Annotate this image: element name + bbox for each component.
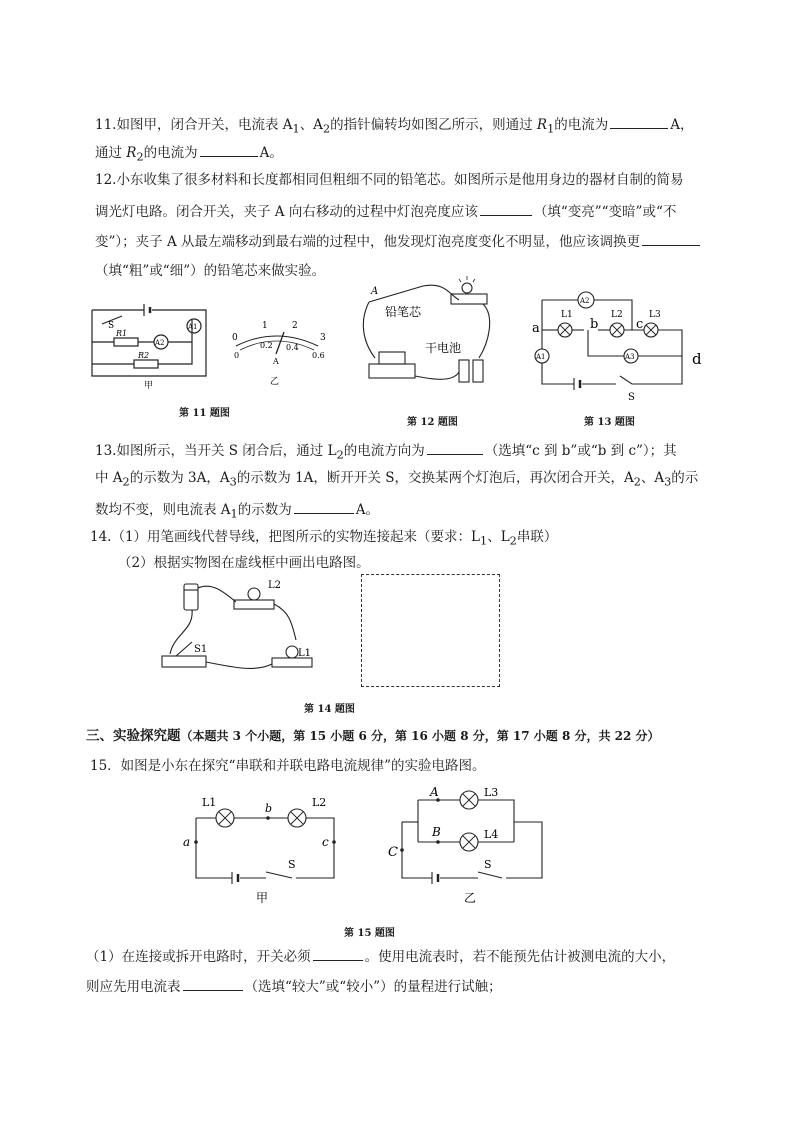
fig11b-tick-top: 2 bbox=[292, 321, 298, 331]
q13-text: 的示 bbox=[671, 470, 699, 486]
answer-blank-q12a[interactable] bbox=[480, 201, 532, 216]
fig11b-tick-bottom: 0.4 bbox=[286, 343, 299, 352]
q11-r1: R bbox=[536, 117, 548, 133]
q13-sub: 2 bbox=[336, 448, 344, 462]
fig11b-tick-top: 3 bbox=[320, 333, 326, 343]
fig15-label-jia: 甲 bbox=[256, 891, 269, 905]
fig15-point-B: B bbox=[432, 825, 441, 839]
fig11-label-jia: 甲 bbox=[144, 381, 154, 390]
fig13-switch-label: S bbox=[628, 392, 635, 403]
q15-text: 则应先用电流表 bbox=[86, 979, 181, 995]
q13-sub: 3 bbox=[664, 475, 672, 489]
q11-text: 通过 bbox=[95, 145, 127, 161]
q11-text: 、A bbox=[299, 117, 323, 133]
q13-sub: 1 bbox=[230, 507, 238, 521]
q13-unit: A。 bbox=[355, 502, 379, 518]
q14-sub: 1 bbox=[480, 534, 488, 548]
fig15-jia-switch-label: S bbox=[288, 858, 296, 871]
q13-text: 的示数为 bbox=[237, 502, 292, 518]
fig15-yi-switch-label: S bbox=[484, 858, 492, 871]
fig15-l3-label: L3 bbox=[484, 786, 499, 799]
q12-line1 bbox=[95, 171, 683, 189]
fig15-point-a: a bbox=[183, 835, 191, 849]
q14-text: 14.（1）用笔画线代替导线，把图所示的实物连接起来（要求：L bbox=[90, 529, 481, 545]
fig13-ammeter-a2-label: A2 bbox=[580, 297, 590, 305]
q12-text: （填“变亮”“变暗”或“不 bbox=[533, 204, 677, 220]
q13-sub: 3 bbox=[229, 475, 237, 489]
q11-unit: A。 bbox=[259, 145, 283, 161]
q15-line1 bbox=[90, 757, 485, 775]
q13-line3 bbox=[95, 499, 379, 524]
fig11-ammeter-a1-label: A1 bbox=[188, 323, 198, 331]
fig12-pictorial-circuit bbox=[355, 272, 505, 392]
q13-text: 13.如图所示，当开关 S 闭合后，通过 L bbox=[95, 443, 337, 459]
q12-text: 调光灯电路。闭合开关，夹子 A 向右移动的过程中灯泡亮度应该 bbox=[95, 204, 478, 220]
q13-sub: 2 bbox=[122, 475, 130, 489]
q12-line4 bbox=[95, 262, 325, 280]
fig14-s1-label: S1 bbox=[194, 644, 208, 655]
fig12-battery-label: 干电池 bbox=[425, 341, 462, 355]
fig13-ammeter-a3-label: A3 bbox=[625, 353, 635, 361]
q14-sub: 2 bbox=[509, 534, 517, 548]
fig14-l1-label: L1 bbox=[298, 648, 312, 659]
section3-header bbox=[86, 727, 660, 745]
fig11-circuit-diagram bbox=[84, 298, 214, 390]
fig15-l4-label: L4 bbox=[484, 828, 499, 841]
fig15-yi-parallel-circuit bbox=[388, 784, 548, 906]
q11-sub: 1 bbox=[547, 122, 555, 136]
q13-text: （选填“c 到 b”或“b 到 c”）；其 bbox=[484, 443, 677, 459]
fig11-r1-label: R1 bbox=[116, 329, 128, 338]
q13-text: 中 A bbox=[95, 470, 123, 486]
section3-note: （本题共 3 个小题，第 15 小题 6 分，第 16 小题 8 分，第 17 小题 8 分，共 22 分） bbox=[180, 729, 660, 743]
fig13-ammeter-a1-label: A1 bbox=[536, 353, 546, 361]
q12-text: 12.小东收集了很多材料和长度都相同但粗细不同的铅笔芯。如图所示是他用身边的器材自制的简易 bbox=[95, 172, 684, 188]
q12-text: 变”）；夹子 A 从最左端移动到最右端的过程中，他发现灯泡亮度变化不明显，他应该调换更 bbox=[95, 234, 640, 250]
answer-blank-q15b[interactable] bbox=[183, 976, 243, 991]
q14-line1 bbox=[90, 528, 557, 551]
q15-text: （1）在连接或拆开电路时，开关必须 bbox=[86, 949, 311, 965]
section3-title: 三、实验探究题 bbox=[86, 728, 181, 744]
fig15-caption: 第 15 题图 bbox=[344, 928, 395, 939]
fig12-caption: 第 12 题图 bbox=[407, 417, 458, 428]
fig11b-tick-bottom: 0.6 bbox=[312, 351, 325, 360]
circuit-drawing-box[interactable] bbox=[361, 574, 500, 687]
fig14-caption: 第 14 题图 bbox=[304, 704, 355, 715]
fig11b-tick-top: 0 bbox=[232, 333, 238, 343]
q11-text: 11.如图甲，闭合开关，电流表 A bbox=[95, 117, 293, 133]
q15-text: 。使用电流表时，若不能预先估计被测电流的大小， bbox=[364, 949, 676, 965]
q13-text: 、A bbox=[640, 470, 665, 486]
fig11-ammeter-a2-label: A2 bbox=[155, 339, 165, 347]
q13-text: 数均不变，则电流表 A bbox=[95, 502, 231, 518]
fig13-point-d: d bbox=[692, 350, 702, 368]
q11-text: 的电流为 bbox=[554, 117, 609, 133]
q12-line2 bbox=[95, 201, 676, 221]
q15-sub1 bbox=[86, 946, 675, 966]
q11-text: 的指针偏转均如图乙所示，则通过 bbox=[330, 117, 537, 133]
q13-line1 bbox=[95, 440, 677, 465]
answer-blank-q13a[interactable] bbox=[427, 440, 483, 455]
fig12-pencil-label: 铅笔芯 bbox=[385, 305, 422, 319]
fig11-meter-dial bbox=[226, 312, 332, 392]
fig11b-unit: A bbox=[273, 357, 279, 366]
fig15-point-A: A bbox=[430, 785, 439, 799]
q11-sub: 2 bbox=[136, 150, 144, 164]
fig15-jia-series-circuit bbox=[180, 792, 340, 906]
q12-line3 bbox=[95, 231, 702, 251]
q15-text: （选填“较大”或“较小”）的量程进行试触； bbox=[244, 979, 502, 995]
q11-unit: A， bbox=[670, 117, 694, 133]
fig13-l1-label: L1 bbox=[561, 310, 573, 320]
answer-blank-q13b[interactable] bbox=[294, 499, 354, 514]
q14-text: 、L bbox=[487, 529, 510, 545]
q14-text: 串联） bbox=[516, 529, 558, 545]
fig15-point-b: b bbox=[265, 802, 273, 815]
q11-line1 bbox=[95, 114, 694, 139]
q13-text: 的电流方向为 bbox=[343, 443, 425, 459]
fig11b-tick-bottom: 0 bbox=[234, 351, 240, 360]
fig13-point-b: b bbox=[590, 317, 599, 332]
fig13-point-a: a bbox=[532, 321, 540, 336]
fig13-point-c: c bbox=[636, 317, 644, 332]
answer-blank-q11b[interactable] bbox=[200, 142, 258, 157]
fig15-point-C: C bbox=[388, 845, 398, 860]
fig13-l3-label: L3 bbox=[649, 310, 661, 320]
fig15-l1-label: L1 bbox=[202, 796, 217, 809]
q13-sub: 2 bbox=[633, 475, 641, 489]
q13-text: 的示数为 3A，A bbox=[129, 470, 230, 486]
fig13-l2-label: L2 bbox=[611, 310, 623, 320]
answer-blank-q11a[interactable] bbox=[610, 114, 668, 129]
q11-text: 的电流为 bbox=[143, 145, 198, 161]
q12-text: （填“粗”或“细”）的铅笔芯来做实验。 bbox=[95, 263, 326, 279]
q13-text: 的示数为 1A，断开开关 S，交换某两个灯泡后，再次闭合开关，A bbox=[236, 470, 634, 486]
fig12-clip-a-label: A bbox=[371, 286, 379, 297]
fig15-label-yi: 乙 bbox=[464, 891, 477, 905]
answer-blank-q12b[interactable] bbox=[642, 231, 700, 246]
q14-text: （2）根据实物图在虚线框中画出电路图。 bbox=[118, 555, 370, 571]
fig11b-tick-top: 1 bbox=[262, 321, 268, 331]
fig11b-tick-bottom: 0.2 bbox=[260, 341, 273, 350]
fig11-r2-label: R2 bbox=[138, 351, 150, 360]
fig15-point-c: c bbox=[322, 835, 329, 849]
fig11-switch-label: S bbox=[108, 321, 115, 331]
q11-sub: 1 bbox=[292, 122, 300, 136]
fig15-l2-label: L2 bbox=[312, 796, 327, 809]
answer-blank-q15a[interactable] bbox=[313, 946, 363, 961]
q11-line2 bbox=[95, 142, 283, 167]
fig14-l2-label: L2 bbox=[268, 580, 282, 591]
q15-sub2 bbox=[86, 976, 502, 996]
q13-line2 bbox=[95, 469, 698, 492]
fig11b-label-yi: 乙 bbox=[270, 377, 280, 387]
fig13-caption: 第 13 题图 bbox=[584, 417, 635, 428]
q11-sub: 2 bbox=[322, 122, 331, 136]
q11-r2: R bbox=[126, 145, 137, 161]
q15-text: 15．如图是小东在探究“串联和并联电路电流规律”的实验电路图。 bbox=[90, 758, 486, 774]
fig11-caption: 第 11 题图 bbox=[179, 408, 230, 419]
q14-line2 bbox=[118, 554, 370, 572]
fig13-circuit-diagram bbox=[528, 290, 703, 406]
fig14-pictorial-components bbox=[158, 576, 328, 686]
